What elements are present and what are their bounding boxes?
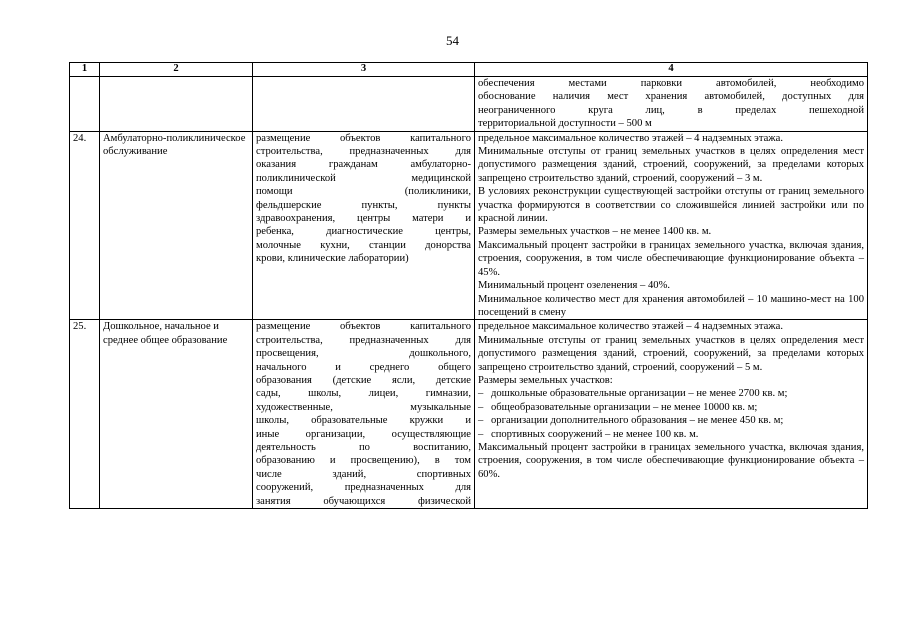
list-item-text: общеобразовательные организации – не менее 10000 кв. м; [491,401,758,413]
parameter-paragraph: предельное максимальное количество этажей – 4 надземных этажа. [478,321,783,333]
column-header: 4 [475,63,868,77]
text-line: начального и среднего общего [256,361,471,373]
table-cell [70,77,100,132]
text-line: неограниченного круга лиц, в пределах пешеходной [478,104,864,116]
parameter-paragraph: В условиях реконструкции существующей застройки отступы от границ земельного участка формируются в соответствии со сложившейся линией застройки или по красной линии. [478,186,864,225]
page-number: 54 [446,33,459,48]
parameter-paragraph: Минимальные отступы от границ земельных участков в целях определения мест допустимого размещения зданий, строений, сооружений, за пределами которых запрещено строительство зданий, строений, сооружений – 3 м. [478,146,864,184]
text-line: строительства, предназначенных для [256,146,471,158]
text-line: ребенка, диагностические центры, [256,226,471,238]
parameter-paragraph: предельное максимальное количество этажей – 4 надземных этажа. [478,132,783,144]
list-item-text: спортивных сооружений – не менее 100 кв. м. [491,428,699,440]
zoning-table [69,62,868,509]
text-line: занятия обучающихся физической [256,495,471,507]
land-use-parameters [475,131,868,320]
list-item [478,428,864,441]
parameter-paragraph: Размеры земельных участков: [478,374,613,386]
text-line: здравоохранения, центры матери и [256,213,471,225]
table-header-row [70,63,868,77]
text-line: иные организации, осуществляющие [256,428,471,440]
column-header: 1 [70,63,100,77]
row-number: 25. [70,320,100,509]
text-line: сады, школы, лицеи, гимназии, [256,388,471,400]
table-row [70,320,868,509]
text-line: оказания гражданам амбулаторно- [256,159,471,171]
text-line: образования (детские ясли, детские [256,374,471,386]
list-item [478,414,864,427]
text-line: крови, клинические лаборатории) [256,253,409,265]
parameter-paragraph: Максимальный процент застройки в границах земельного участка, включая здания, строения, сооружения, в том числе обеспечивающие функционирование объекта – 45%. [478,239,864,278]
list-item-text: организации дополнительного образования – не менее 450 кв. м; [491,415,784,427]
list-dash: – [478,388,484,400]
land-use-description [253,131,475,320]
land-use-name: Амбулаторно-поликлиническое обслуживание [100,131,253,320]
parameter-paragraph: Максимальный процент застройки в границах земельного участка, включая здания, строения, сооружения, в том числе обеспечивающие функционирование объекта – 60%. [478,441,864,480]
parameter-paragraph: Минимальный процент озеленения – 40%. [478,280,671,292]
parameter-paragraph: Размеры земельных участков – не менее 1400 кв. м. [478,226,712,238]
text-line: фельдшерские пункты, пункты [256,199,471,211]
text-line: строительства, предназначенных для [256,334,471,346]
text-line: обоснование наличия мест хранения автомобилей, доступных для [478,91,864,103]
text-line: поликлинической медицинской [256,172,471,184]
text-line: образованию и просвещению), в том [256,455,471,467]
table-cell [253,77,475,132]
list-dash: – [478,401,484,413]
text-line: сооружений, предназначенных для [256,482,471,494]
table-cell-params [475,77,868,132]
parameter-paragraph: Минимальные отступы от границ земельных участков в целях определения мест допустимого размещения зданий, строений, сооружений, за пределами которых запрещено строительство зданий, строений, сооружений – 5 м. [478,334,864,373]
text-line: деятельность по воспитанию, [256,441,471,453]
text-line: обеспечения местами парковки автомобилей, необходимо [478,78,864,89]
list-dash: – [478,428,484,440]
row-number: 24. [70,131,100,320]
text-line: школы, образовательные кружки и [256,415,471,427]
text-line: просвещения, дошкольного, [256,348,471,360]
land-use-description [253,320,475,509]
text-line: числе зданий, спортивных [256,468,471,480]
table-cell [100,77,253,132]
parameter-paragraph: Минимальное количество мест для хранения автомобилей – 10 машино-мест на 100 посещений в смену [478,293,864,318]
table-row [70,131,868,320]
table-row-continuation [70,77,868,132]
text-line: размещение объектов капитального [256,321,471,333]
land-use-parameters [475,320,868,509]
list-item-text: дошкольные образовательные организации – не менее 2700 кв. м; [491,388,788,400]
text-line: молочные кухни, станции донорства [256,239,471,251]
column-header: 3 [253,63,475,77]
text-line: территориальной доступности – 500 м [478,118,652,130]
text-line: помощи (поликлиники, [256,186,471,198]
column-header: 2 [100,63,253,77]
land-use-name: Дошкольное, начальное и среднее общее образование [100,320,253,509]
text-line: размещение объектов капитального [256,132,471,144]
list-item [478,387,864,400]
list-item [478,401,864,414]
list-dash: – [478,415,484,427]
text-line: художественные, музыкальные [256,401,471,413]
